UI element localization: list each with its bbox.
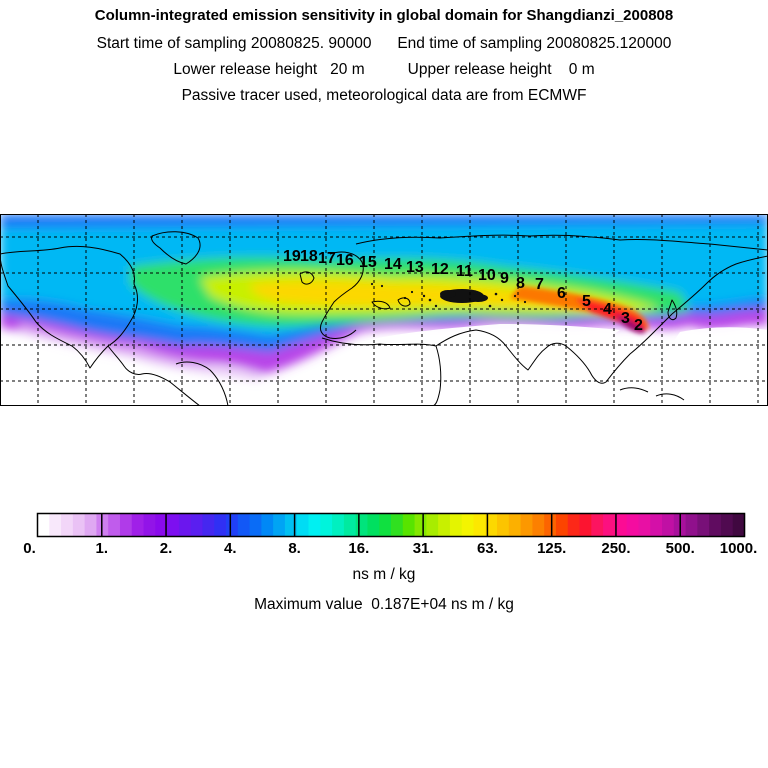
- colorbar-cell: [309, 514, 321, 537]
- colorbar-cell: [108, 514, 120, 537]
- colorbar-tick-label: 0.: [23, 540, 36, 557]
- colorbar-cell: [132, 514, 144, 537]
- colorbar-cell: [332, 514, 344, 537]
- colorbar-cell: [462, 514, 474, 537]
- colorbar-cell: [167, 514, 179, 537]
- colorbar-tick-label: 31.: [412, 540, 434, 557]
- release-height-line: Lower release height 20 m Upper release height 0 m: [173, 61, 595, 78]
- colorbar-cell: [367, 514, 379, 537]
- trajectory-label: 10: [478, 267, 496, 284]
- sensitivity-field: [0, 214, 768, 406]
- colorbar-cell: [580, 514, 592, 537]
- colorbar-tick-label: 2.: [159, 540, 173, 557]
- colorbar-cell: [285, 514, 297, 537]
- trajectory-label: 9: [500, 270, 509, 287]
- colorbar-cell: [709, 514, 721, 537]
- tracer-info-line: Passive tracer used, meteorological data are from ECMWF: [181, 87, 587, 104]
- colorbar-cell: [615, 514, 627, 537]
- trajectory-label: 4: [603, 301, 612, 318]
- colorbar-cell: [686, 514, 698, 537]
- colorbar-cell: [214, 514, 226, 537]
- trajectory-label: 14: [384, 256, 402, 273]
- colorbar-cell: [356, 514, 368, 537]
- colorbar-cell: [179, 514, 191, 537]
- colorbar-cell: [320, 514, 332, 537]
- colorbar-cell: [61, 514, 73, 537]
- emission-sensitivity-map: [0, 214, 768, 406]
- colorbar-cell: [415, 514, 427, 537]
- trajectory-label: 7: [535, 276, 544, 293]
- colorbar-cell: [568, 514, 580, 537]
- colorbar-cell: [273, 514, 285, 537]
- colorbar-tick-label: 63.: [476, 540, 498, 557]
- colorbar-cell: [697, 514, 709, 537]
- colorbar-cell: [403, 514, 415, 537]
- trajectory-label: 16: [336, 252, 354, 269]
- trajectory-label: 3: [621, 310, 630, 327]
- colorbar-cell: [297, 514, 309, 537]
- trajectory-label: 6: [557, 285, 566, 302]
- colorbar-cell: [591, 514, 603, 537]
- colorbar-cell: [603, 514, 615, 537]
- colorbar: [0, 512, 768, 542]
- colorbar-cell: [202, 514, 214, 537]
- colorbar-cell: [191, 514, 203, 537]
- plot-title: Column-integrated emission sensitivity in global domain for Shangdianzi_200808: [94, 7, 674, 24]
- colorbar-cell: [85, 514, 97, 537]
- colorbar-tick-label: 1000.: [719, 540, 758, 557]
- colorbar-tick-label: 125.: [537, 540, 567, 557]
- trajectory-label: 18: [300, 248, 318, 265]
- colorbar-cell: [556, 514, 568, 537]
- maximum-value-text: Maximum value 0.187E+04 ns m / kg: [254, 596, 514, 613]
- trajectory-label: 15: [359, 254, 377, 271]
- colorbar-tick-label: 250.: [601, 540, 631, 557]
- colorbar-cell: [638, 514, 650, 537]
- trajectory-label: 13: [406, 259, 424, 276]
- sampling-time-line: Start time of sampling 20080825. 90000 End time of sampling 20080825.120000: [96, 35, 672, 52]
- colorbar-cell: [532, 514, 544, 537]
- colorbar-tick-label: 4.: [224, 540, 237, 557]
- colorbar-tick-label: 500.: [665, 540, 695, 557]
- colorbar-cell: [379, 514, 391, 537]
- colorbar-cell: [49, 514, 61, 537]
- colorbar-units: ns m / kg: [352, 566, 416, 583]
- trajectory-label: 12: [431, 261, 449, 278]
- colorbar-cell: [96, 514, 108, 537]
- trajectory-label: 19: [283, 248, 301, 265]
- colorbar-cell: [344, 514, 356, 537]
- colorbar-cell: [144, 514, 156, 537]
- colorbar-cell: [721, 514, 733, 537]
- colorbar-cell: [650, 514, 662, 537]
- colorbar-cell: [509, 514, 521, 537]
- trajectory-label: 2: [634, 317, 643, 334]
- colorbar-cell: [391, 514, 403, 537]
- trajectory-label: 8: [516, 275, 525, 292]
- colorbar-cell: [473, 514, 485, 537]
- trajectory-label: 11: [456, 263, 473, 280]
- trajectory-label: 17: [318, 250, 336, 267]
- colorbar-cell: [120, 514, 132, 537]
- trajectory-label: 5: [582, 293, 591, 310]
- colorbar-cell: [226, 514, 238, 537]
- colorbar-cell: [521, 514, 533, 537]
- colorbar-cell: [261, 514, 273, 537]
- colorbar-tick-label: 1.: [95, 540, 109, 557]
- colorbar-cell: [497, 514, 509, 537]
- colorbar-cell: [438, 514, 450, 537]
- colorbar-cell: [627, 514, 639, 537]
- colorbar-cell: [426, 514, 438, 537]
- colorbar-cell: [73, 514, 85, 537]
- colorbar-cell: [733, 514, 745, 537]
- colorbar-cell: [38, 514, 50, 537]
- colorbar-tick-label: 8.: [288, 540, 301, 557]
- colorbar-cell: [238, 514, 250, 537]
- colorbar-cell: [544, 514, 556, 537]
- colorbar-cell: [450, 514, 462, 537]
- colorbar-tick-label: 16.: [348, 540, 370, 557]
- colorbar-cell: [662, 514, 674, 537]
- colorbar-cell: [250, 514, 262, 537]
